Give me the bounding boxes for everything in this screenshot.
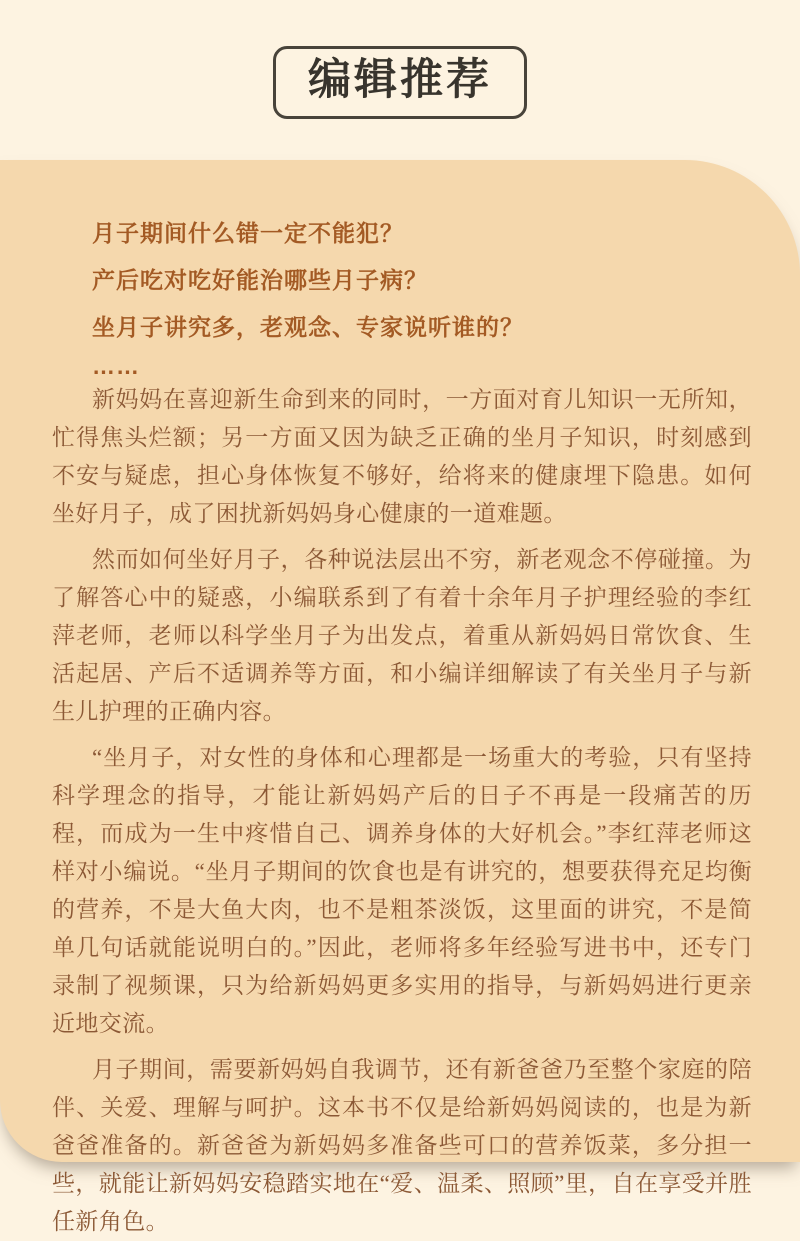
ellipsis-line: …… xyxy=(92,353,140,379)
questions-block xyxy=(92,210,752,381)
paragraph-1: 新妈妈在喜迎新生命到来的同时，一方面对育儿知识一无所知，忙得焦头烂额；另一方面又因为缺乏正确的坐月子知识，时刻感到不安与疑虑，担心身体恢复不够好，给将来的健康埋下隐患。如何坐好月子，成了困扰新妈妈身心健康的一道难题。 xyxy=(52,387,752,526)
paragraphs-block xyxy=(52,381,752,1241)
question-line-3: 坐月子讲究多，老观念、专家说听谁的？ xyxy=(92,314,524,340)
content-card xyxy=(0,160,800,1234)
paragraph-3: “坐月子，对女性的身体和心理都是一场重大的考验，只有坚持科学理念的指导，才能让新妈妈产后的日子不再是一段痛苦的历程，而成为一生中疼惜自己、调养身体的大好机会。”李红萍老师这样对小编说。“坐月子期间的饮食也是有讲究的，想要获得充足均衡的营养，不是大鱼大肉，也不是粗茶淡饭，这里面的讲究，不是简单几句话就能说明白的。”因此，老师将多年经验写进书中，还专门录制了视频课，只为给新妈妈更多实用的指导，与新妈妈进行更亲近地交流。 xyxy=(52,745,752,1036)
question-line-2: 产后吃对吃好能治哪些月子病？ xyxy=(92,267,428,293)
paragraph-4: 月子期间，需要新妈妈自我调节，还有新爸爸乃至整个家庭的陪伴、关爱、理解与呵护。这本书不仅是给新妈妈阅读的，也是为新爸爸准备的。新爸爸为新妈妈多准备些可口的营养饭菜，多分担一些，就能让新妈妈安稳踏实地在“爱、温柔、照顾”里，自在享受并胜任新角色。 xyxy=(52,1057,752,1234)
paragraph-2: 然而如何坐好月子，各种说法层出不穷，新老观念不停碰撞。为了解答心中的疑惑，小编联系到了有着十余年月子护理经验的李红萍老师，老师以科学坐月子为出发点，着重从新妈妈日常饮食、生活起居、产后不适调养等方面，和小编详细解读了有关坐月子与新生儿护理的正确内容。 xyxy=(52,547,752,724)
section-title: 编辑推荐 xyxy=(308,56,492,104)
section-title-box xyxy=(273,46,527,119)
question-line-1: 月子期间什么错一定不能犯？ xyxy=(92,220,404,246)
